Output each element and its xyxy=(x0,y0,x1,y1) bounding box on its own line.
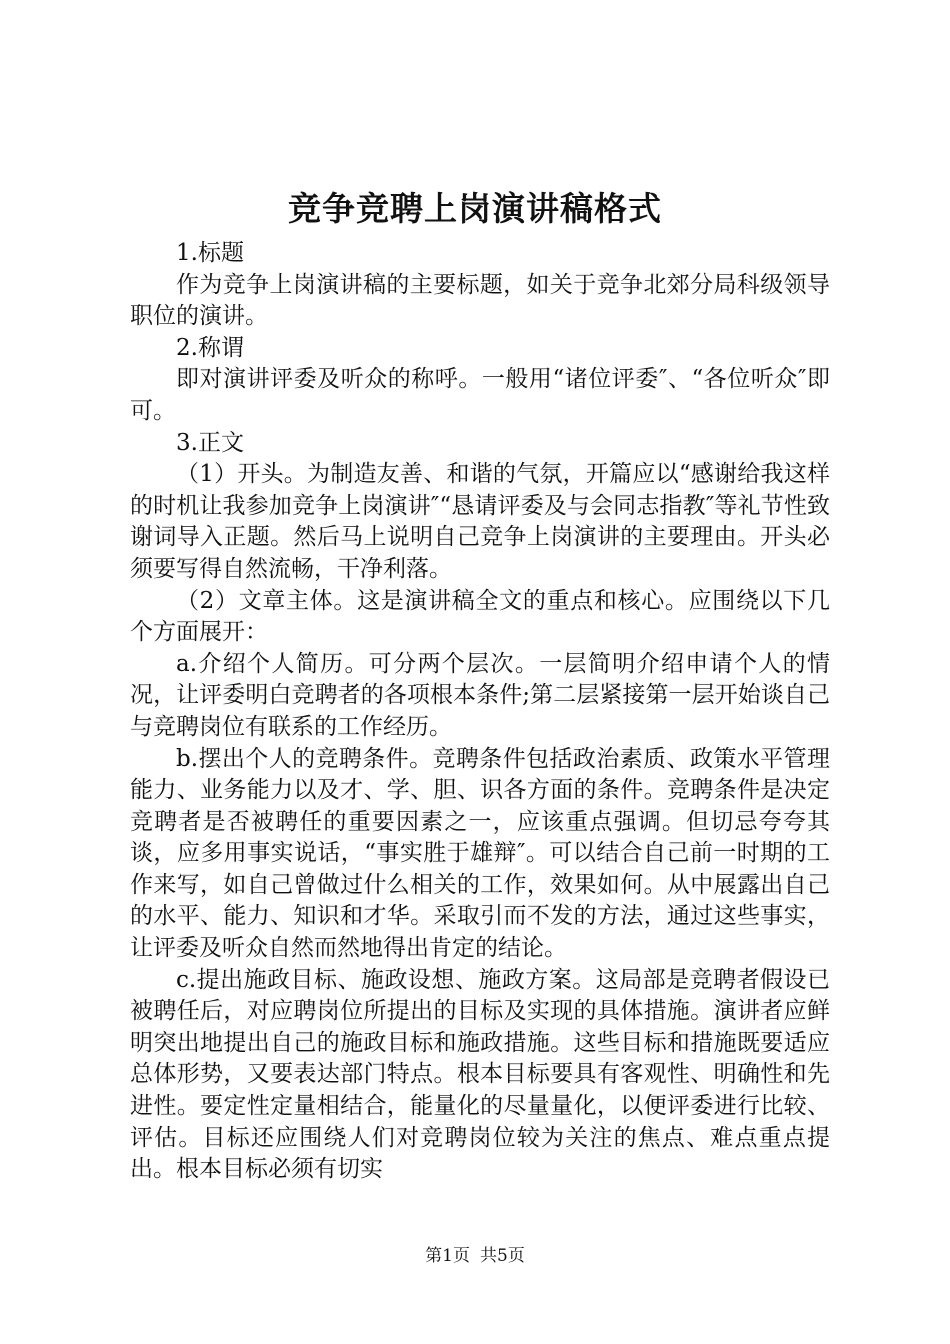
paragraph-conditions: b.摆出个人的竞聘条件。竞聘条件包括政治素质、政策水平管理能力、业务能力以及才、学、胆、识各方面的条件。竞聘条件是决定竞聘者是否被聘任的重要因素之一，应该重点强调。但切忌夸夸其谈，应多用事实说话，“事实胜于雄辩″。可以结合自己前一时期的工作来写，如自己曾做过什么相关的工作，效果如何。从中展露出自己的水平、能力、知识和才华。采取引而不发的方法，通过这些事实，让评委及听众自然而然地得出肯定的结论。 xyxy=(130,745,830,962)
paragraph-resume: a.介绍个人简历。可分两个层次。一层简明介绍申请个人的情况，让评委明白竞聘者的各项根本条件;第二层紧接第一层开始谈自己与竞聘岗位有联系的工作经历。 xyxy=(130,650,830,740)
page-footer xyxy=(0,1244,950,1268)
paragraph-opening: （1）开头。为制造友善、和谐的气氛，开篇应以“感谢给我这样的时机让我参加竞争上岗演讲″“恳请评委及与会同志指教″等礼节性致谢词导入正题。然后马上说明自己竞争上岗演讲的主要理由。开头必须要写得自然流畅，干净利落。 xyxy=(130,461,830,582)
page-number: 第1页 xyxy=(425,1246,470,1266)
paragraph-salutation-desc: 即对演讲评委及听众的称呼。一般用“诸位评委″、“各位听众″即可。 xyxy=(130,366,830,424)
paragraph-title-desc: 作为竞争上岗演讲稿的主要标题，如关于竞争北郊分局科级领导职位的演讲。 xyxy=(130,271,830,330)
paragraph-main-body: （2）文章主体。这是演讲稿全文的重点和核心。应围绕以下几个方面展开： xyxy=(130,587,830,646)
document-body xyxy=(130,238,830,1186)
heading-title-section: 1.标题 xyxy=(176,240,244,266)
heading-body-section: 3.正文 xyxy=(176,429,244,456)
paragraph-goals: c.提出施政目标、施政设想、施政方案。这局部是竞聘者假设已被聘任后，对应聘岗位所提出的目标及实现的具体措施。演讲者应鲜明突出地提出自己的施政目标和施政措施。这些目标和措施既要适应总体形势，又要表达部门特点。根本目标要具有客观性、明确性和先进性。要定性定量相结合，能量化的尽量量化，以便评委进行比较、评估。目标还应围绕人们对竞聘岗位较为关注的焦点、难点重点提出。根本目标必须有切实 xyxy=(130,966,830,1183)
page-total: 共5页 xyxy=(480,1246,525,1266)
document-title: 竞争竞聘上岗演讲稿格式 xyxy=(288,189,662,228)
heading-salutation-section: 2.称谓 xyxy=(176,334,244,361)
